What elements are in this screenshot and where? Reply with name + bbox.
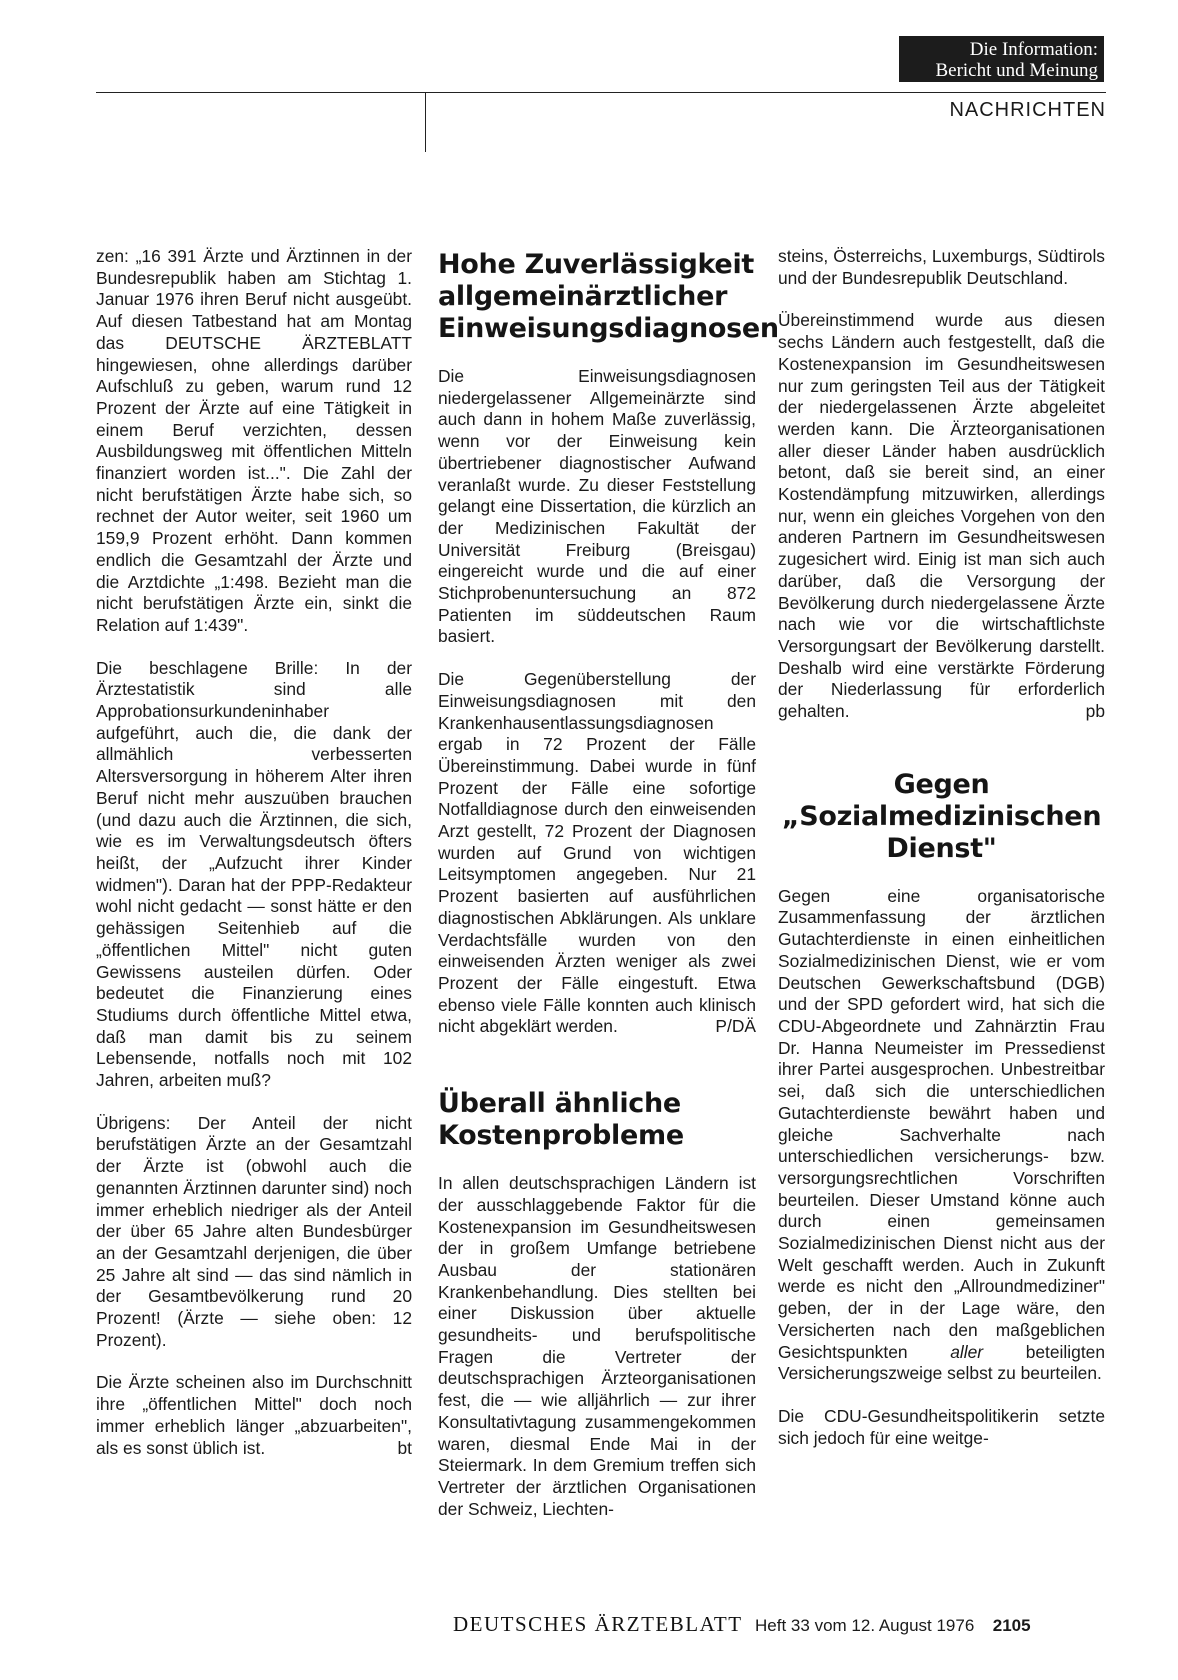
paragraph-with-signature <box>438 669 756 1038</box>
column-3 <box>778 246 1105 1470</box>
paragraph: In allen deutschsprachigen Ländern ist der ausschlaggebende Faktor für die Kostenexpansion im Gesundheitswesen der in großem Umfange betriebene Ausbau der stationären Krankenbehandlung. Dies stellten bei einer Diskussion über aktuelle gesundheits- und berufspolitische Fragen die Vertreter der deutschsprachigen Ärzteorganisationen fest, die — wie alljährlich — zur ihrer Konsultativtagung zusammengekommen waren, diesmal Ende Mai in der Steiermark. In dem Gremium treffen sich Vertreter der ärztlichen Organisationen der Schweiz, Liechten- <box>438 1173 756 1519</box>
page-footer <box>453 1612 1108 1637</box>
paragraph-text: Die Gegenüberstellung der Einweisungsdiagnosen mit den Krankenhausentlassungsdiagnosen ergab in 72 Prozent der Fälle Übereinstimmung. Dabei wurde in fünf Prozent der Fälle eine sofortige Notfalldiagnose durch den einweisenden Arzt gestellt, 72 Prozent der Diagnosen wurden auf Grund von wichtigen Leitsymptomen angegeben. Nur 21 Prozent basierten auf ausführlichen diagnostischen Abklärungen. Als unklare Verdachtsfälle wurden von den einweisenden Ärzten weniger als zwei Prozent der Fälle eingestuft. Etwa ebenso viele Fälle konnten auch klinisch nicht abgeklärt werden. <box>438 669 756 1037</box>
column-2 <box>438 249 779 1541</box>
paragraph-text: beteiligten Versicherungszweige selbst zu beurteilen. <box>778 1341 1105 1384</box>
rubric-line-1: Die Information: <box>969 39 1098 60</box>
paragraph-with-signature <box>778 310 1105 722</box>
column-divider <box>425 92 426 152</box>
paragraph: Die beschlagene Brille: In der Ärztestatistik sind alle Approbationsurkundeninhaber aufgeführt, auch die, die dank der allmählich verbesserten Altersversorgung in höherem Alter ihren Beruf nicht mehr auszuüben brauchen (und dazu auch die Ärztinnen, die sich, wie es im Verwaltungsdeutsch öfters heißt, der „Aufzucht ihrer Kinder widmen"). Daran hat der PPP-Redakteur wohl nicht gedacht — sonst hätte er den gehässigen Seitenhieb auf die „öffentlichen Mittel" nicht guten Gewissens austeilen dürfen. Oder bedeutet die Finanzierung eines Studiums durch öffentliche Mittel etwa, daß man damit bis zu seinem Lebensende, notfalls noch mit 102 Jahren, arbeiten muß? <box>96 657 412 1091</box>
paragraph-text: Übereinstimmend wurde aus diesen sechs Ländern auch festgestellt, daß die Kostenexpansion im Gesundheitswesen nur zum geringsten Teil aus der Tätigkeit der niedergelassenen Ärzte abgeleitet werden kann. Die Ärzteorganisationen aller dieser Länder haben ausdrücklich betont, daß sie bereit sind, an einer Kostendämpfung mitzuwirken, allerdings nur, wenn ein gleiches Vorgehen von den anderen Partnern im Gesundheitswesen zugesichert wird. Einig ist man sich auch darüber, daß die Versorgung der Bevölkerung durch niedergelassene Ärzte nach wie vor die wirtschaftlichste Versorgungsart der Bevölkerung darstellt. Deshalb wird eine verstärkte Förderung der Niederlassung für erforderlich gehalten. <box>778 310 1105 722</box>
article-title: Gegen „Sozialmedizinischen Dienst" <box>781 768 1102 864</box>
header-rule <box>96 92 1106 93</box>
column-1 <box>96 246 412 1480</box>
rubric-box <box>899 36 1104 82</box>
paragraph-text: Gegen eine organisatorische Zusammenfassung der ärztlichen Gutachterdienste in einen einheitlichen Sozialmedizinischen Dienst, wie er vom Deutschen Gewerkschaftsbund (DGB) und der SPD gefordert wird, hat sich die CDU-Abgeordnete und Zahnärztin Frau Dr. Hanna Neumeister im Pressedienst ihrer Partei ausgesprochen. Unbestreitbar sei, daß sich die unterschiedlichen Gutachterdienste bewährt haben und gleiche Sachverhalte nach unterschiedlichen versicherungs- bzw. versorgungsrechtlichen Vorschriften beurteilen. Dieser Umstand könne auch durch einen gemeinsamen Sozialmedizinischen Dienst nicht aus der Welt geschafft werden. Auch in Zukunft werde es nicht den „Allroundmediziner" geben, der in der Lage wäre, den Versicherten nach den maßgeblichen Gesichtspunkten <box>778 885 1105 1362</box>
author-signature: P/DÄ <box>715 1016 756 1037</box>
section-label: NACHRICHTEN <box>949 99 1106 121</box>
journal-name: DEUTSCHES ÄRZTEBLATT <box>453 1612 743 1636</box>
page-number: 2105 <box>992 1616 1031 1635</box>
article-title: Überall ähnliche Kostenprobleme <box>438 1088 684 1152</box>
italic-word: aller <box>950 1341 984 1362</box>
paragraph-text: Die Ärzte scheinen also im Durchschnitt ihre „öffentlichen Mittel" doch noch immer erheblich länger „abzuarbeiten", als es sonst üblich ist. <box>96 1372 412 1458</box>
author-signature: bt <box>397 1437 412 1458</box>
paragraph: steins, Österreichs, Luxemburgs, Südtirols und der Bundesrepublik Deutschland. <box>778 246 1105 288</box>
paragraph: zen: „16 391 Ärzte und Ärztinnen in der Bundesrepublik haben am Stichtag 1. Januar 1976 ihren Beruf nicht ausgeübt. Auf diesen Tatbestand hat am Montag das DEUTSCHE ÄRZTEBLATT hingewiesen, ohne allerdings darüber Aufschluß zu geben, warum rund 12 Prozent der Ärzte auf eine Tätigkeit in einem Beruf verzichten, dessen Ausbildungsweg mit öffentlichen Mitteln finanziert worden ist...". Die Zahl der nicht berufstätigen Ärzte habe sich, so rechnet der Autor weiter, seit 1960 um 159,9 Prozent erhöht. Dann kommen endlich die Gesamtzahl der Ärzte und die Arztdichte „1:498. Bezieht man die nicht berufstätigen Ärzte ein, sinkt die Relation auf 1:439". <box>96 246 412 635</box>
paragraph: Die Einweisungsdiagnosen niedergelassener Allgemeinärzte sind auch dann in hohem Maße zuverlässig, wenn vor der Einweisung kein übertriebener diagnostischer Aufwand veranlaßt wurde. Zu dieser Feststellung gelangt eine Dissertation, die kürzlich an der Medizinischen Fakultät der Universität Freiburg (Breisgau) eingereicht wurde und die auf einer Stichprobenuntersuchung an 872 Patienten im süddeutschen Raum basiert. <box>438 366 756 647</box>
paragraph: Übrigens: Der Anteil der nicht berufstätigen Ärzte an der Gesamtzahl der Ärzte ist (obwohl auch die genannten Ärztinnen darunter sind) noch immer erheblich niedriger als der Anteil der über 65 Jahre alten Bundesbürger an der Gesamtzahl derjenigen, die über 25 Jahre alt sind — das sind nämlich in der Gesamtbevölkerung rund 20 Prozent! (Ärzte — siehe oben: 12 Prozent). <box>96 1112 412 1350</box>
paragraph <box>778 886 1105 1385</box>
issue-info: Heft 33 vom 12. August 1976 <box>755 1616 975 1635</box>
rubric-line-2: Bericht und Meinung <box>935 60 1098 81</box>
paragraph-with-signature <box>96 1372 412 1459</box>
article-title: Hohe Zuverlässigkeit allgemeinärztlicher Einweisungsdiagnosen <box>438 249 779 344</box>
paragraph: Die CDU-Gesundheitspolitikerin setzte sich jedoch für eine weitge- <box>778 1405 1105 1448</box>
author-signature: pb <box>1085 701 1105 722</box>
